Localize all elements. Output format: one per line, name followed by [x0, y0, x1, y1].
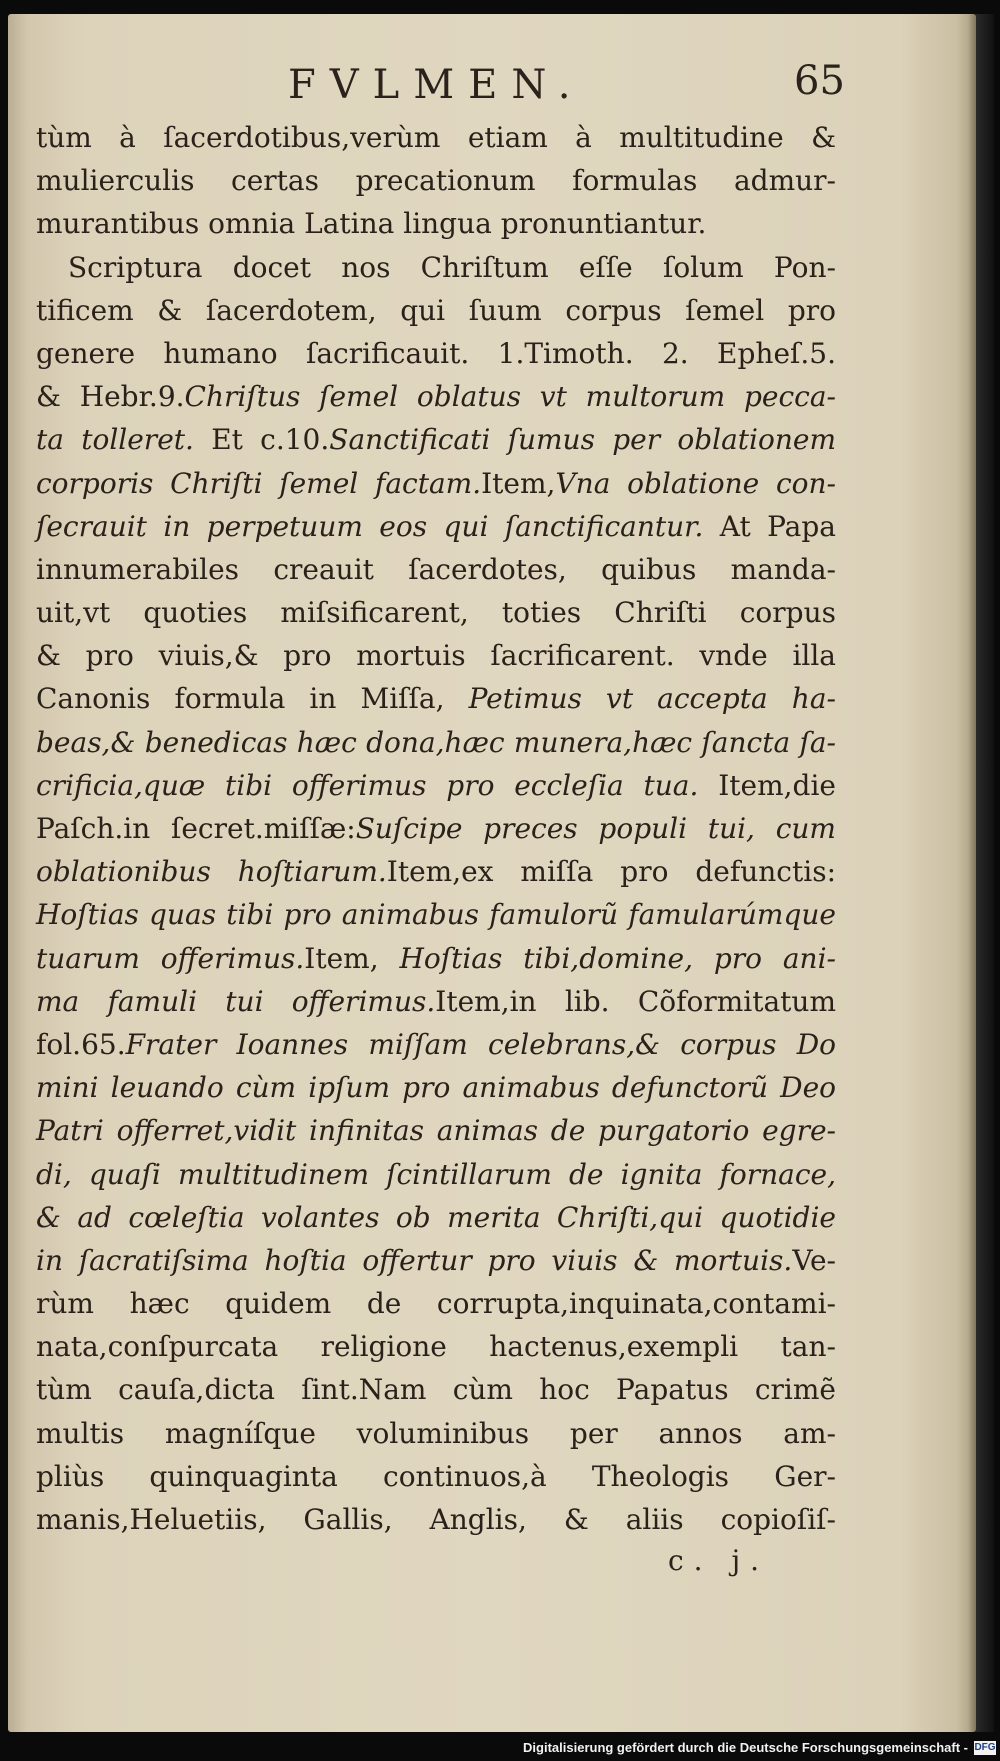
roman-text-segment: tùm cauſa,dicta ſint.Nam cùm hoc Papatus crimẽ — [36, 1373, 836, 1407]
page-number: 65 — [794, 58, 845, 104]
roman-text-segment: multis magníſque voluminibus per annos am- — [36, 1416, 836, 1450]
italic-text-segment: tuarum offerimus. — [36, 941, 305, 975]
page-header — [8, 56, 976, 116]
roman-text-segment: & Hebr.9. — [36, 380, 185, 414]
roman-text-segment: rùm hæc quidem de corrupta,inquinata,contami- — [36, 1287, 836, 1321]
italic-text-segment: Sanctificati ſumus per oblationem — [329, 423, 836, 457]
running-title: FVLMEN. — [288, 62, 585, 108]
text-line — [36, 1325, 836, 1368]
roman-text-segment: mulierculis certas precationum formulas admur- — [36, 164, 836, 198]
roman-text-segment: uit,vt quoties miſsificarent, toties Chriſti corpus — [36, 596, 836, 630]
italic-text-segment: di, quaſi multitudinem ſcintillarum de ignita fornace, — [36, 1157, 836, 1191]
italic-text-segment: corporis Chriſti ſemel factam. — [36, 466, 482, 500]
italic-text-segment: Hoſtias quas tibi pro animabus famulorũ famularúmque — [36, 898, 836, 932]
italic-text-segment: Petimus vt accepta ha- — [468, 682, 836, 716]
text-line — [36, 1109, 836, 1152]
italic-text-segment: Vna oblatione con- — [555, 466, 836, 500]
italic-text-segment: mini leuando cùm ipſum pro animabus defunctorũ Deo — [36, 1071, 836, 1105]
text-line — [36, 289, 836, 332]
italic-text-segment: Patri offerret,vidit infinitas animas de purgatorio egre- — [36, 1114, 836, 1148]
italic-text-segment: ſecrauit in perpetuum eos qui ſanctificantur. — [36, 509, 704, 543]
page-edge-shadow — [976, 14, 994, 1732]
italic-text-segment: in ſacratiſsima hoſtia offertur pro viuis & mortuis. — [36, 1243, 793, 1277]
text-line — [36, 893, 836, 936]
footer-bar — [0, 1738, 1000, 1761]
text-line — [36, 1455, 836, 1498]
roman-text-segment: genere humano ſacrificauit. 1.Timoth. 2. Epheſ.5. — [36, 336, 836, 370]
italic-text-segment: ma famuli tui offerimus. — [36, 984, 436, 1018]
text-line — [36, 159, 836, 202]
text-line — [36, 764, 836, 807]
roman-text-segment: & pro viuis,& pro mortuis ſacrificarent. vnde illa — [36, 639, 836, 673]
roman-text-segment: At Papa — [703, 509, 836, 543]
text-line — [36, 1282, 836, 1325]
roman-text-segment: Item, — [481, 466, 556, 500]
text-line — [36, 202, 836, 245]
roman-text-segment: Item,die — [698, 768, 836, 802]
text-line — [36, 634, 836, 677]
text-line — [36, 505, 836, 548]
text-line — [36, 1239, 836, 1282]
text-line — [36, 1498, 836, 1541]
italic-text-segment: Frater Ioannes miſſam celebrans,& corpus Do — [125, 1027, 836, 1061]
text-line — [36, 462, 836, 505]
text-line — [36, 850, 836, 893]
roman-text-segment: pliùs quinquaginta continuos,à Theologis Ger- — [36, 1459, 836, 1493]
text-line — [36, 1023, 836, 1066]
book-page — [8, 14, 976, 1732]
text-line — [36, 1153, 836, 1196]
roman-text-segment: fol.65. — [36, 1027, 126, 1061]
text-line — [36, 807, 836, 850]
text-line — [36, 1412, 836, 1455]
text-line — [36, 375, 836, 418]
text-line — [36, 591, 836, 634]
roman-text-segment: Ve- — [792, 1243, 836, 1277]
italic-text-segment: oblationibus hoſtiarum. — [36, 855, 387, 889]
roman-text-segment: Item, — [304, 941, 400, 975]
text-line — [36, 246, 836, 289]
roman-text-segment: tùm à ſacerdotibus,verùm etiam à multitudine & — [36, 121, 836, 154]
signature-mark: c. j. — [668, 1544, 770, 1577]
roman-text-segment: Paſch.in ſecret.miſſæ: — [36, 812, 356, 845]
italic-text-segment: Chriſtus ſemel oblatus vt multorum pecca- — [184, 380, 836, 414]
italic-text-segment: Hoſtias tibi,domine, pro ani- — [399, 941, 836, 975]
italic-text-segment: & ad cœleſtia volantes ob merita Chriſti,qui quotidie — [36, 1200, 836, 1234]
text-line — [36, 418, 836, 461]
italic-text-segment: crificia,quæ tibi offerimus pro eccleſia tua. — [36, 768, 699, 802]
roman-text-segment: Item,in lib. Cõformitatum — [435, 984, 837, 1018]
roman-text-segment: murantibus omnia Latina lingua pronuntiantur. — [36, 207, 707, 241]
text-line — [36, 1066, 836, 1109]
text-line — [36, 937, 836, 980]
roman-text-segment: Scriptura docet nos Chriſtum eſſe ſolum Pon- — [68, 250, 836, 284]
text-line — [36, 332, 836, 375]
body-text — [36, 116, 836, 1541]
text-line — [36, 980, 836, 1023]
funding-credit: Digitalisierung gefördert durch die Deutsche Forschungsgemeinschaft - — [523, 1740, 968, 1755]
text-line — [36, 548, 836, 591]
roman-text-segment: manis,Heluetiis, Gallis, Anglis, & aliis copioſiſ- — [36, 1503, 836, 1536]
italic-text-segment: ta tolleret. — [36, 423, 194, 457]
text-line — [36, 721, 836, 764]
roman-text-segment: Et c.10. — [193, 423, 330, 457]
roman-text-segment: tificem & ſacerdotem, qui ſuum corpus ſemel pro — [36, 293, 836, 327]
italic-text-segment: Suſcipe preces populi tui, cum — [355, 812, 836, 845]
roman-text-segment: Canonis formula in Miſſa, — [36, 682, 469, 716]
text-line — [36, 116, 836, 159]
italic-text-segment: beas,& benedicas hæc dona,hæc munera,hæc ſancta ſa- — [36, 725, 836, 759]
dfg-logo-icon: DFG — [974, 1742, 996, 1753]
roman-text-segment: innumerabiles creauit ſacerdotes, quibus manda- — [36, 552, 836, 586]
text-line — [36, 1368, 836, 1411]
text-line — [36, 677, 836, 720]
roman-text-segment: nata,conſpurcata religione hactenus,exempli tan- — [36, 1330, 836, 1364]
roman-text-segment: Item,ex miſſa pro defunctis: — [386, 855, 837, 889]
text-line — [36, 1196, 836, 1239]
